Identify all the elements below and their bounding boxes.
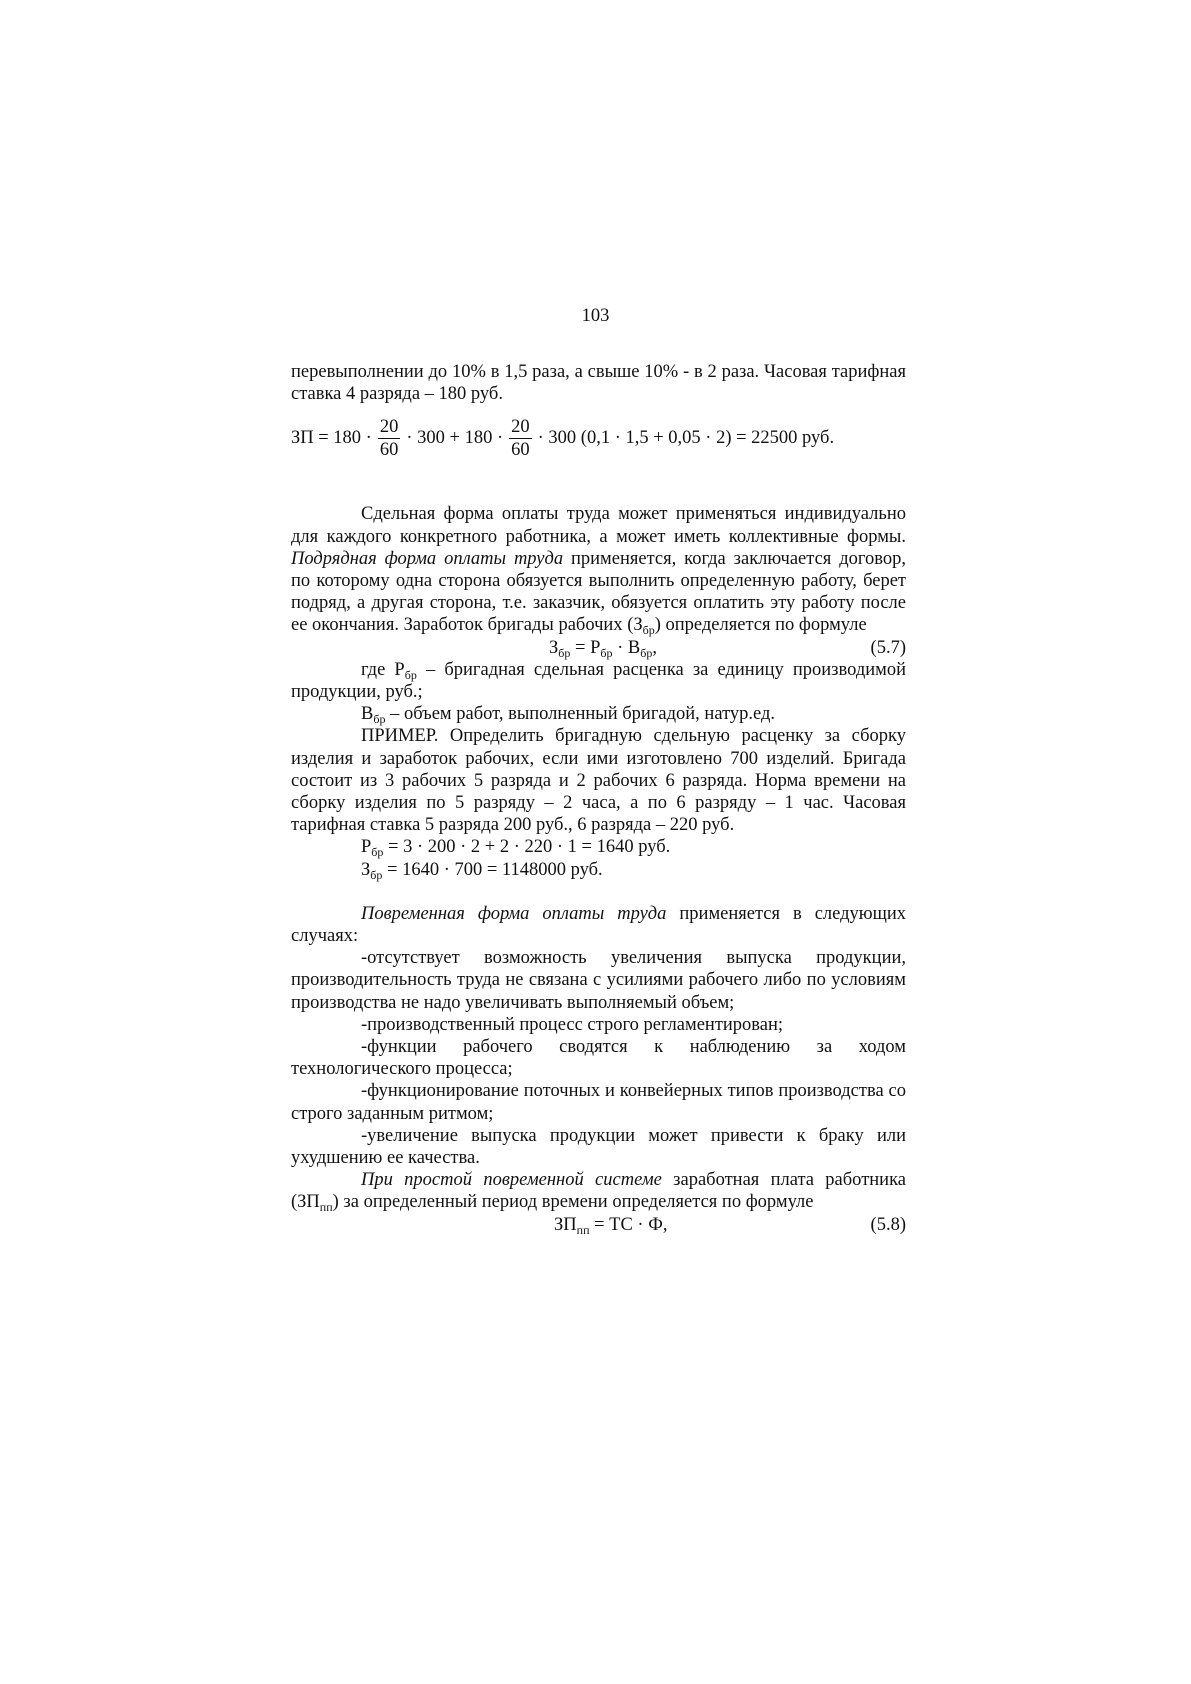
formula-zp-calculation bbox=[291, 409, 906, 467]
term-simple-time-system: При простой повременной системе bbox=[361, 1170, 662, 1191]
paragraph-time-rate: Повременная форма оплаты труда применяется в следующих случаях: bbox=[291, 903, 906, 947]
list-item: -функции рабочего сводятся к наблюдению за ходом технологического процесса; bbox=[291, 1037, 906, 1080]
paragraph-volume: $В_{бр}$ – объем работ, выполненный бригадой, натур.ед. bbox=[361, 704, 776, 727]
paragraph-simple-time: При простой повременной системе заработная плата работника $(ЗП_{пп})$ за определенный период времени определяется по формуле bbox=[291, 1170, 906, 1215]
fraction-2 bbox=[509, 416, 532, 461]
list-item: -производственный процесс строго регламентирован; bbox=[361, 1014, 784, 1035]
page-body bbox=[291, 361, 906, 1236]
paragraph-example: ПРИМЕР. Определить бригадную сдельную расценку за сборку изделия и заработок рабочих, если ими изготовлено 700 изделий. Бригада состоит из 3 рабочих 5 разряда и 2 рабочих 6 разряда. Норма времени на сборку изделия по 5 разряду – 2 часа, а по 6 разряду – 1 час. Часовая тарифная ставка 5 разряда 200 руб., 6 разряда – 220 руб. bbox=[291, 726, 906, 836]
fraction-1 bbox=[378, 416, 401, 461]
equation-5-8-body: $ЗП_{пп}$ = ТС · Ф, bbox=[554, 1214, 668, 1237]
equation-5-8 bbox=[291, 1214, 906, 1236]
fraction-1-denominator: 60 bbox=[379, 439, 399, 460]
paragraph-piece-rate: Сдельная форма оплаты труда может применяться индивидуально для каждого конкретного работника, а может иметь коллективные формы. Подрядная форма оплаты труда применяется, когда заключается договор, по которому одна сторона обязуется выполнить определенную работу, берет подряд, а другая сторона, т.е. заказчик, обязуется оплатить эту работу после ее окончания. Заработок бригады рабочих $(З_{бр})$ определяется по формуле bbox=[291, 504, 906, 638]
fraction-2-numerator: 20 bbox=[511, 416, 530, 437]
equation-5-7-number: (5.7) bbox=[870, 637, 906, 658]
paragraph-where: где $Р_{бр}$ – бригадная сдельная расценка за единицу производимой продукции, руб.; bbox=[291, 659, 906, 703]
term-time-pay: Повременная форма оплаты труда bbox=[361, 903, 667, 924]
fraction-2-denominator: 60 bbox=[511, 439, 530, 460]
page-number: 103 bbox=[581, 306, 610, 326]
fraction-1-numerator: 20 bbox=[379, 416, 399, 437]
formula-middle: · 300 + 180 · bbox=[406, 428, 504, 449]
formula-lhs: ЗП = 180 · bbox=[291, 428, 372, 449]
equation-5-8-number: (5.8) bbox=[870, 1214, 906, 1235]
formula-rhs: · 300 (0,1 · 1,5 + 0,05 · 2) = 22500 руб. bbox=[537, 428, 835, 449]
paragraph-overfulfillment: перевыполнении до 10% в 1,5 раза, а свыше 10% - в 2 раза. Часовая тарифная ставка 4 разряда – 180 руб. bbox=[291, 362, 906, 405]
list-item: -увеличение выпуска продукции может привести к браку или ухудшению ее качества. bbox=[291, 1125, 906, 1169]
list-item: -функционирование поточных и конвейерных типов производства со строго заданным ритмом; bbox=[291, 1081, 906, 1124]
equation-5-7 bbox=[291, 637, 906, 659]
list-item: -отсутствует возможность увеличения выпуска продукции, производительность труда не связана с усилиями рабочего либо по условиям производства не надо увеличивать выполняемый объем; bbox=[291, 948, 906, 1013]
calc-earnings: $З_{бр} = 1640 \cdot 700 = 1148000$ руб. bbox=[361, 859, 603, 882]
term-contract-pay: Подрядная форма оплаты труда bbox=[291, 548, 564, 569]
equation-5-7-body: $З_{бр} = Р_{бр} \cdot В_{бр}$, bbox=[549, 637, 657, 660]
calc-rate: $Р_{бр} = 3 \cdot 200 \cdot 2 + 2 \cdot 220 \cdot 1 = 1640$ руб. bbox=[361, 837, 671, 860]
